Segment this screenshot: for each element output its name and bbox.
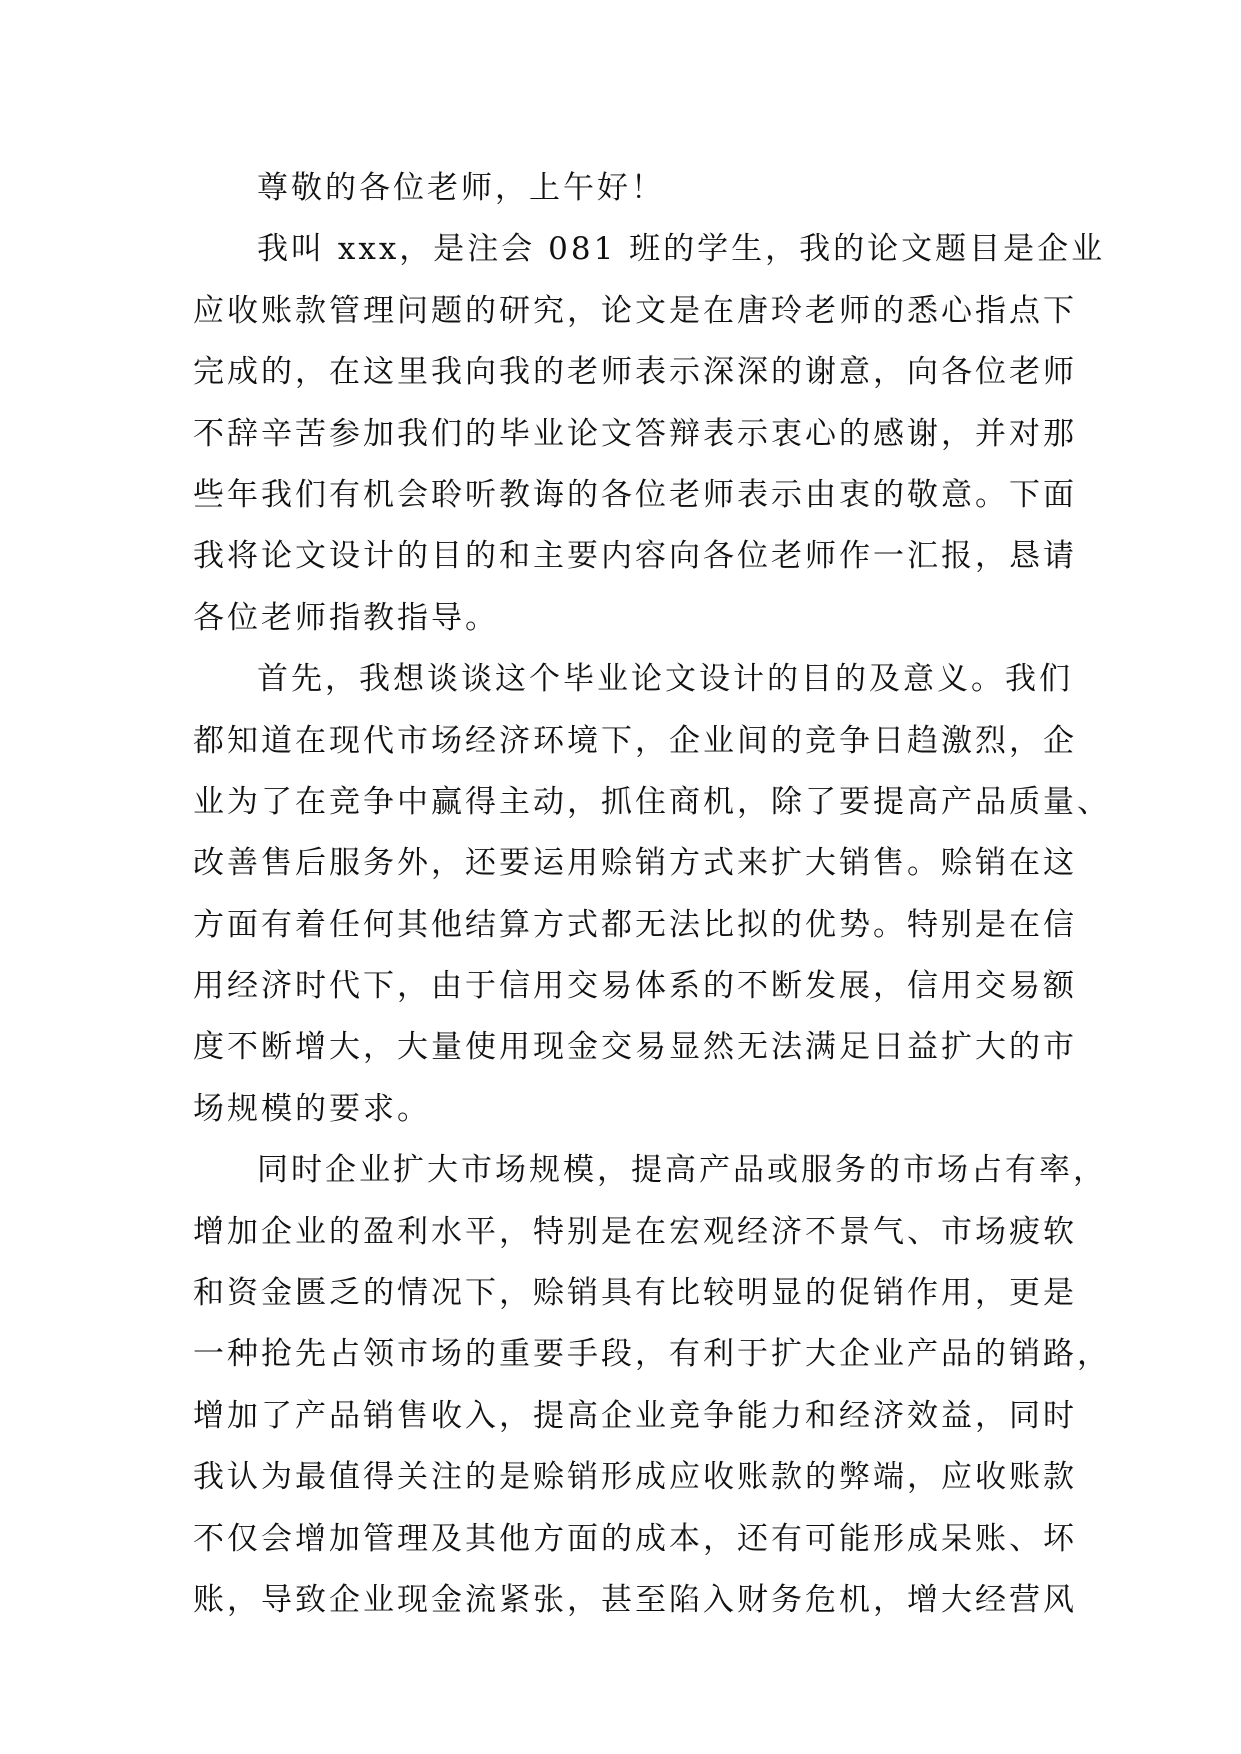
text-line: 各位老师指教指导。 [193,599,499,636]
text-line: 度不断增大，大量使用现金交易显然无法满足日益扩大的市 [193,1029,1077,1066]
text-line: 业为了在竞争中赢得主动，抓住商机，除了要提高产品质量、 [193,783,1111,820]
text-line: 同时企业扩大市场规模，提高产品或服务的市场占有率， [257,1152,1107,1189]
document-body [193,158,1111,1631]
text-line: 我叫 xxx，是注会 081 班的学生，我的论文题目是企业 [257,231,1106,268]
text-line: 我将论文设计的目的和主要内容向各位老师作一汇报，恳请 [193,538,1077,575]
text-line: 完成的，在这里我向我的老师表示深深的谢意，向各位老师 [193,354,1077,391]
text-line: 方面有着任何其他结算方式都无法比拟的优势。特别是在信 [193,906,1077,943]
text-line: 首先，我想谈谈这个毕业论文设计的目的及意义。我们 [257,661,1073,698]
text-line: 都知道在现代市场经济环境下，企业间的竞争日趋激烈，企 [193,722,1077,759]
text-line: 用经济时代下，由于信用交易体系的不断发展，信用交易额 [193,968,1077,1005]
text-line: 一种抢先占领市场的重要手段，有利于扩大企业产品的销路， [193,1336,1111,1373]
text-line: 不辞辛苦参加我们的毕业论文答辩表示衷心的感谢，并对那 [193,415,1077,452]
text-line: 我认为最值得关注的是赊销形成应收账款的弊端，应收账款 [193,1459,1077,1496]
text-line: 和资金匮乏的情况下，赊销具有比较明显的促销作用，更是 [193,1275,1077,1312]
text-line: 些年我们有机会聆听教诲的各位老师表示由衷的敬意。下面 [193,476,1077,513]
text-line: 账，导致企业现金流紧张，甚至陷入财务危机，增大经营风 [193,1581,1077,1618]
text-line: 场规模的要求。 [193,1090,431,1127]
text-line: 尊敬的各位老师，上午好！ [257,170,665,206]
text-line: 改善售后服务外，还要运用赊销方式来扩大销售。赊销在这 [193,845,1077,882]
text-line: 增加了产品销售收入，提高企业竞争能力和经济效益，同时 [193,1397,1077,1434]
text-line: 增加企业的盈利水平，特别是在宏观经济不景气、市场疲软 [193,1213,1077,1250]
text-line: 不仅会增加管理及其他方面的成本，还有可能形成呆账、坏 [193,1520,1077,1557]
text-line: 应收账款管理问题的研究，论文是在唐玲老师的悉心指点下 [193,292,1077,329]
